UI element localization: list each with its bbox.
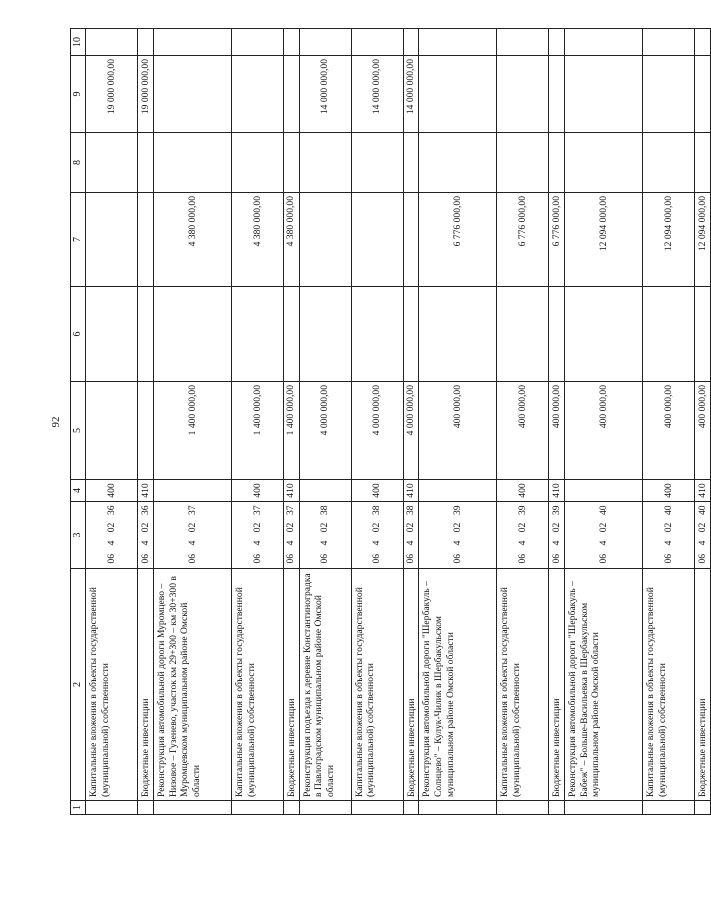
amount-col-10 [565,29,643,56]
rotated-document-page [50,29,708,815]
amount-col-9: 14 000 000,00 [299,56,351,133]
col-header-4: 4 [71,480,86,502]
amount-col-8 [643,133,695,193]
code-part-1: 06 [351,550,403,569]
amount-col-9 [565,56,643,133]
code-part-2: 4 [403,537,419,550]
col-header-9: 9 [71,56,86,133]
amount-col-6 [643,287,695,382]
amount-col-5: 1 400 000,00 [283,382,299,480]
code-part-4: 38 [299,502,351,519]
amount-col-10 [299,29,351,56]
amount-col-5: 400 000,00 [497,382,549,480]
row-number-cell [153,801,231,815]
code-part-3: 02 [403,519,419,537]
table-row [153,29,231,815]
code-part-1: 06 [419,550,497,569]
expense-type: 400 [231,480,283,502]
code-part-1: 06 [299,550,351,569]
amount-col-10 [497,29,549,56]
expense-type [565,480,643,502]
amount-col-10 [138,29,154,56]
amount-col-6 [695,287,711,382]
code-part-2: 4 [299,537,351,550]
amount-col-10 [695,29,711,56]
code-part-4: 39 [419,502,497,519]
code-part-3: 02 [695,519,711,537]
code-part-3: 02 [643,519,695,537]
code-part-2: 4 [565,537,643,550]
amount-col-7: 6 776 000,00 [419,193,497,287]
amount-col-10 [549,29,565,56]
row-number-cell [497,801,549,815]
code-part-4: 37 [231,502,283,519]
amount-col-5: 400 000,00 [419,382,497,480]
table-row [403,29,419,815]
code-part-4: 37 [153,502,231,519]
amount-col-5: 1 400 000,00 [231,382,283,480]
amount-col-7 [403,193,419,287]
expense-type: 400 [643,480,695,502]
expense-type: 410 [695,480,711,502]
table-row [231,29,283,815]
table-row [299,29,351,815]
code-part-1: 06 [497,550,549,569]
amount-col-6 [231,287,283,382]
code-part-4: 39 [549,502,565,519]
col-header-5: 5 [71,382,86,480]
amount-col-9: 14 000 000,00 [351,56,403,133]
expense-type: 400 [497,480,549,502]
table-row [283,29,299,815]
amount-col-5: 400 000,00 [695,382,711,480]
code-part-3: 02 [138,519,154,537]
row-description: Бюджетные инвестиции [695,569,711,801]
row-description: Бюджетные инвестиции [403,569,419,801]
amount-col-6 [153,287,231,382]
amount-col-8 [695,133,711,193]
code-part-2: 4 [86,537,138,550]
code-part-3: 02 [283,519,299,537]
amount-col-5 [138,382,154,480]
code-part-4: 40 [643,502,695,519]
amount-col-6 [299,287,351,382]
amount-col-5: 400 000,00 [565,382,643,480]
row-number-cell [643,801,695,815]
amount-col-7: 6 776 000,00 [497,193,549,287]
code-part-3: 02 [231,519,283,537]
row-description: Реконструкция подъезда к деревне Константиноградка в Павлоградском муниципальном районе Омской области [299,569,351,801]
code-part-2: 4 [351,537,403,550]
amount-col-6 [283,287,299,382]
expense-type: 410 [403,480,419,502]
amount-col-9 [549,56,565,133]
row-number-cell [695,801,711,815]
amount-col-9: 19 000 000,00 [138,56,154,133]
code-part-4: 36 [86,502,138,519]
code-part-4: 37 [283,502,299,519]
expense-type [419,480,497,502]
amount-col-6 [419,287,497,382]
amount-col-7: 12 094 000,00 [643,193,695,287]
amount-col-5: 400 000,00 [643,382,695,480]
row-description: Бюджетные инвестиции [549,569,565,801]
code-part-3: 02 [565,519,643,537]
expense-type: 400 [86,480,138,502]
table-row [497,29,549,815]
row-number-cell [283,801,299,815]
amount-col-9 [419,56,497,133]
amount-col-5: 1 400 000,00 [153,382,231,480]
row-description: Реконструкция автомобильной дороги "Шербакуль – Солнцево" – Кулук-Чилик в Шербакульском муниципальном районе Омской области [419,569,497,801]
row-number-cell [299,801,351,815]
row-number-cell [403,801,419,815]
expense-type: 410 [283,480,299,502]
col-header-3: 3 [71,502,86,569]
code-part-2: 4 [549,537,565,550]
amount-col-10 [351,29,403,56]
code-part-1: 06 [138,550,154,569]
code-part-1: 06 [86,550,138,569]
amount-col-5: 4 000 000,00 [299,382,351,480]
amount-col-7 [138,193,154,287]
amount-col-5: 400 000,00 [549,382,565,480]
code-part-3: 02 [299,519,351,537]
amount-col-9: 14 000 000,00 [403,56,419,133]
amount-col-7: 4 380 000,00 [153,193,231,287]
amount-col-6 [351,287,403,382]
code-part-2: 4 [138,537,154,550]
amount-col-10 [643,29,695,56]
code-part-2: 4 [419,537,497,550]
amount-col-10 [403,29,419,56]
code-part-4: 40 [695,502,711,519]
amount-col-8 [299,133,351,193]
budget-table [70,28,711,815]
code-part-3: 02 [351,519,403,537]
table-row [695,29,711,815]
table-row [86,29,138,815]
header-row [71,29,86,815]
code-part-2: 4 [497,537,549,550]
amount-col-6 [138,287,154,382]
amount-col-7: 4 380 000,00 [231,193,283,287]
amount-col-6 [403,287,419,382]
code-part-3: 02 [86,519,138,537]
table-row [419,29,497,815]
col-header-8: 8 [71,133,86,193]
amount-col-6 [565,287,643,382]
code-part-4: 39 [497,502,549,519]
col-header-10: 10 [71,29,86,56]
code-part-1: 06 [231,550,283,569]
table-row [351,29,403,815]
code-part-1: 06 [283,550,299,569]
amount-col-5 [86,382,138,480]
amount-col-7 [299,193,351,287]
code-part-1: 06 [565,550,643,569]
code-part-2: 4 [283,537,299,550]
code-part-3: 02 [497,519,549,537]
code-part-2: 4 [231,537,283,550]
expense-type [153,480,231,502]
amount-col-8 [231,133,283,193]
row-description: Бюджетные инвестиции [283,569,299,801]
amount-col-8 [153,133,231,193]
col-header-6: 6 [71,287,86,382]
amount-col-7 [351,193,403,287]
amount-col-10 [153,29,231,56]
table-row [138,29,154,815]
amount-col-9: 19 000 000,00 [86,56,138,133]
amount-col-5: 4 000 000,00 [403,382,419,480]
table-row [549,29,565,815]
table-row [565,29,643,815]
amount-col-9 [283,56,299,133]
col-header-2: 2 [71,569,86,801]
amount-col-8 [138,133,154,193]
amount-col-10 [283,29,299,56]
row-description: Капитальные вложения в объекты государственной (муниципальной) собственности [351,569,403,801]
amount-col-8 [565,133,643,193]
code-part-4: 40 [565,502,643,519]
row-number-cell [86,801,138,815]
amount-col-6 [549,287,565,382]
row-description: Капитальные вложения в объекты государственной (муниципальной) собственности [231,569,283,801]
amount-col-8 [351,133,403,193]
amount-col-8 [419,133,497,193]
amount-col-5: 4 000 000,00 [351,382,403,480]
code-part-2: 4 [695,537,711,550]
amount-col-9 [695,56,711,133]
amount-col-10 [86,29,138,56]
amount-col-9 [643,56,695,133]
page-number: 92 [50,416,62,428]
code-part-1: 06 [153,550,231,569]
row-number-cell [565,801,643,815]
amount-col-9 [153,56,231,133]
amount-col-8 [549,133,565,193]
row-description: Капитальные вложения в объекты государственной (муниципальной) собственности [643,569,695,801]
row-description: Бюджетные инвестиции [138,569,154,801]
row-description: Реконструкция автомобильной дороги "Шербакуль – Бабеж" – Больше-Васильевка в Шербакульском муниципальном районе Омской области [565,569,643,801]
amount-col-7 [86,193,138,287]
row-number-cell [351,801,403,815]
amount-col-7: 12 094 000,00 [695,193,711,287]
expense-type: 400 [351,480,403,502]
amount-col-7: 12 094 000,00 [565,193,643,287]
row-number-cell [549,801,565,815]
code-part-3: 02 [419,519,497,537]
code-part-2: 4 [153,537,231,550]
amount-col-6 [497,287,549,382]
expense-type: 410 [549,480,565,502]
row-description: Капитальные вложения в объекты государственной (муниципальной) собственности [86,569,138,801]
code-part-1: 06 [643,550,695,569]
amount-col-10 [419,29,497,56]
amount-col-8 [403,133,419,193]
code-part-3: 02 [549,519,565,537]
amount-col-7: 4 380 000,00 [283,193,299,287]
code-part-1: 06 [403,550,419,569]
amount-col-8 [86,133,138,193]
expense-type [299,480,351,502]
code-part-4: 36 [138,502,154,519]
code-part-2: 4 [643,537,695,550]
row-description: Капитальные вложения в объекты государственной (муниципальной) собственности [497,569,549,801]
row-number-cell [419,801,497,815]
code-part-3: 02 [153,519,231,537]
code-part-1: 06 [695,550,711,569]
amount-col-7: 6 776 000,00 [549,193,565,287]
row-number-cell [138,801,154,815]
amount-col-9 [231,56,283,133]
expense-type: 410 [138,480,154,502]
table-row [643,29,695,815]
col-header-1: 1 [71,801,86,815]
col-header-7: 7 [71,193,86,287]
amount-col-10 [231,29,283,56]
amount-col-8 [497,133,549,193]
amount-col-8 [283,133,299,193]
amount-col-9 [497,56,549,133]
row-number-cell [231,801,283,815]
row-description: Реконструкция автомобильной дороги Муромцево – Низовое – Гузенево, участок км 29+300 – км 30+300 в Муромцевском муниципальном районе Омской области [153,569,231,801]
code-part-4: 38 [403,502,419,519]
code-part-1: 06 [549,550,565,569]
amount-col-6 [86,287,138,382]
code-part-4: 38 [351,502,403,519]
